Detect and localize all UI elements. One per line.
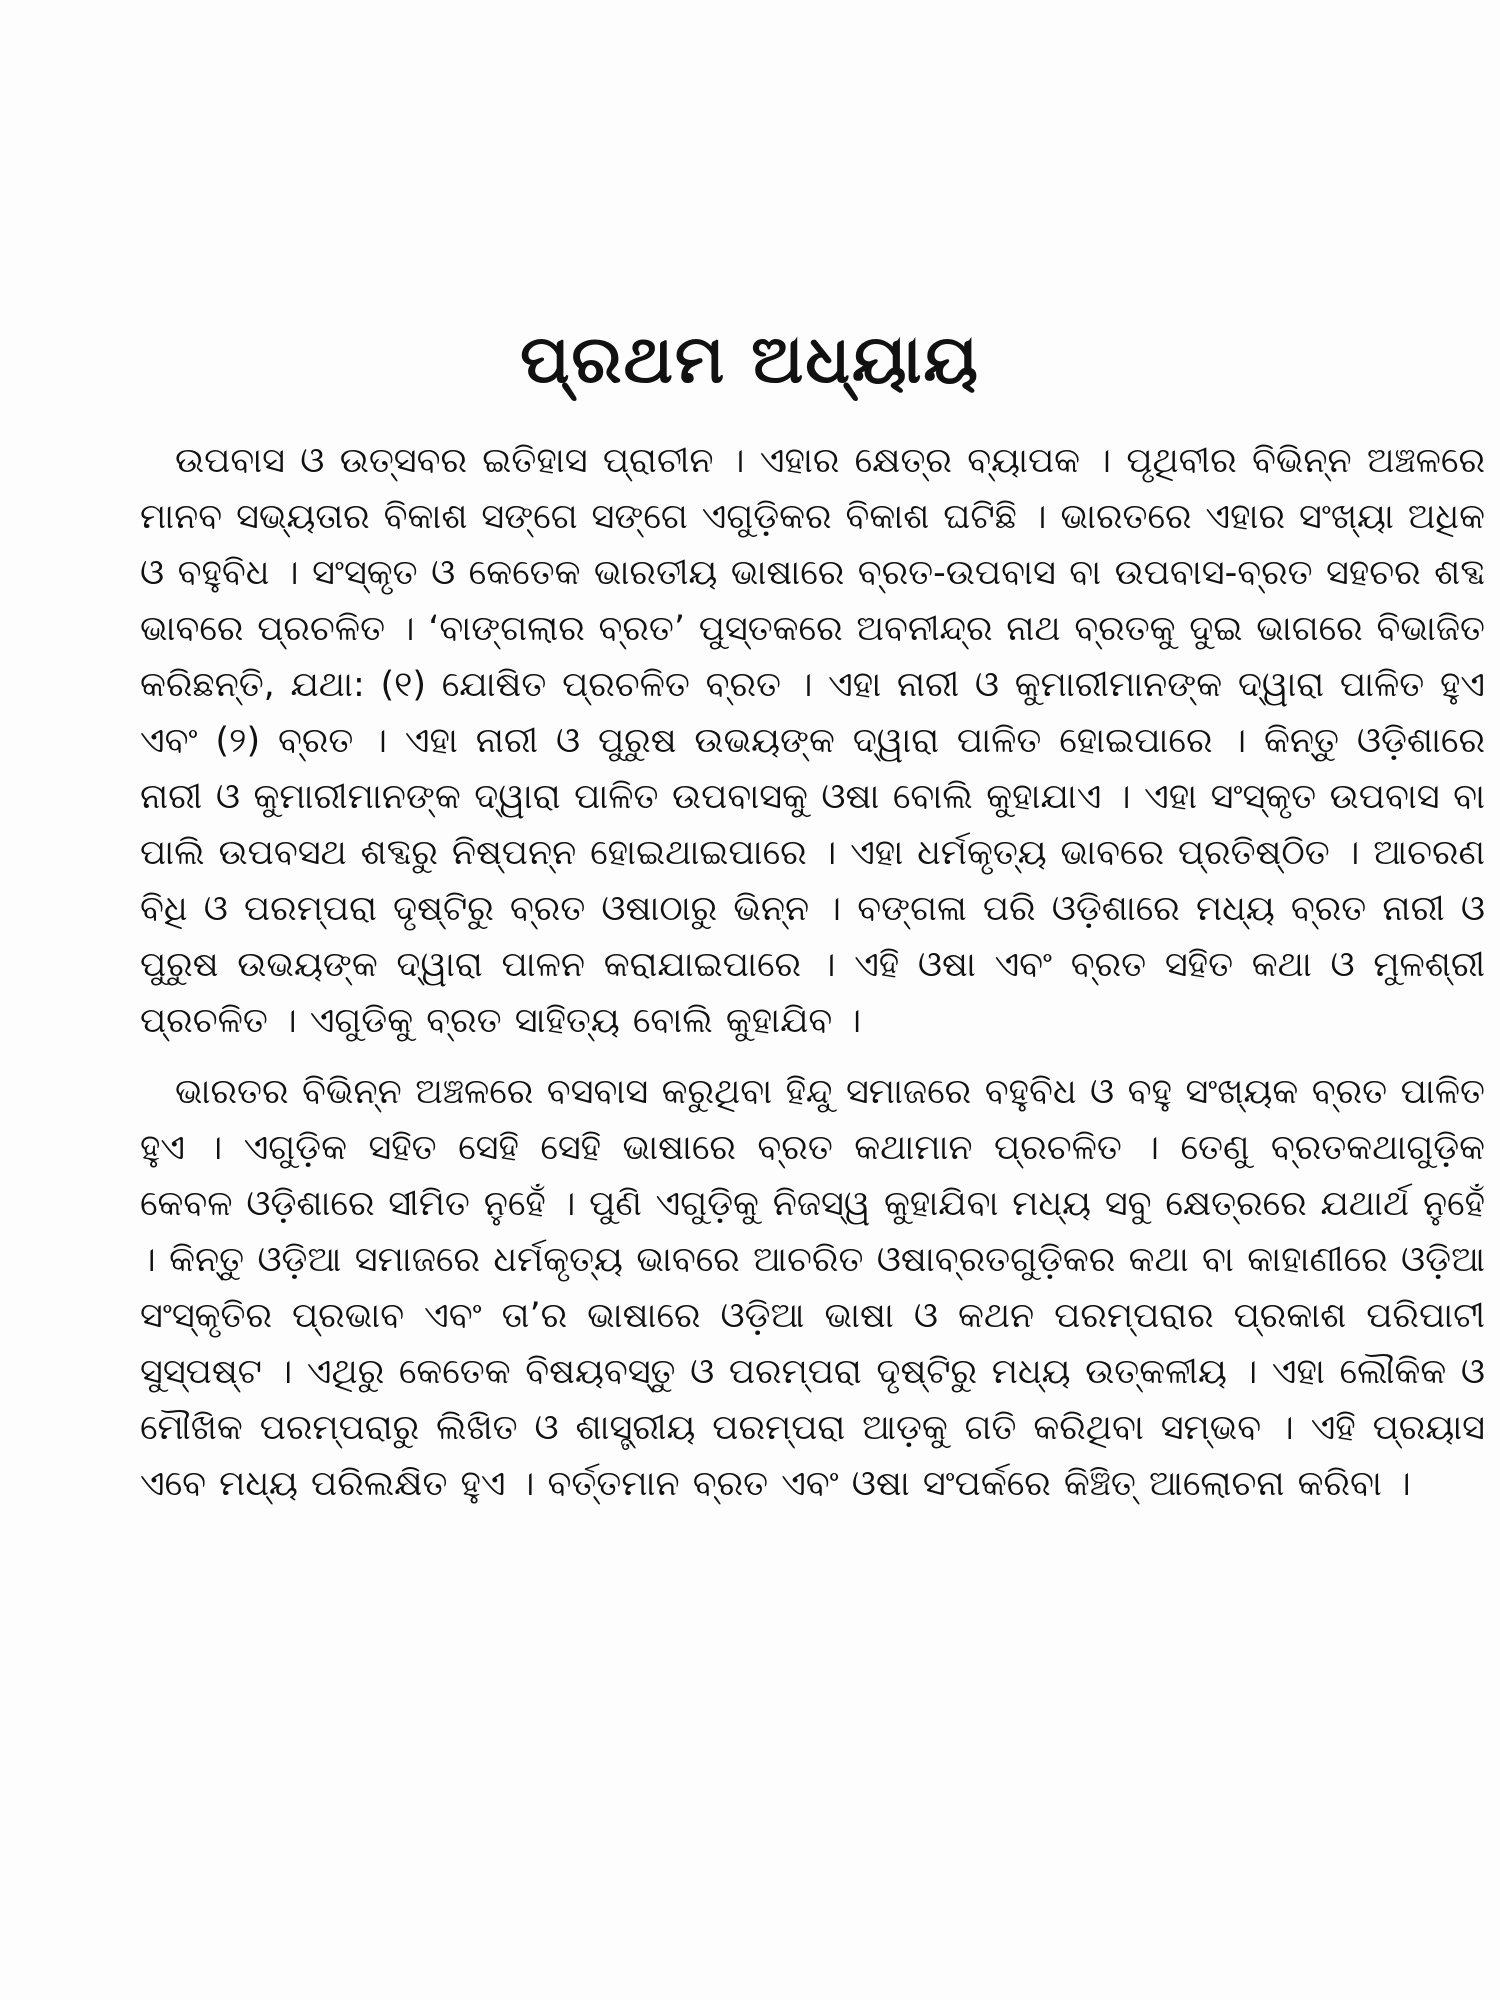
body-text: [140, 433, 1485, 1512]
paragraph-2: ଭାରତର ବିଭିନ୍ନ ଅଞ୍ଚଳରେ ବସବାସ କରୁଥିବା ହିନ୍ଦୁ ସମାଜରେ ବହୁବିଧ ଓ ବହୁ ସଂଖ୍ୟକ ବ୍ରତ ପାଳିତ ହୁଏ । ଏଗୁଡ଼ିକ ସହିତ ସେହି ସେହି ଭାଷାରେ ବ୍ରତ କଥାମାନ ପ୍ରଚଳିତ । ତେଣୁ ବ୍ରତକଥାଗୁଡ଼ିକ କେବଳ ଓଡ଼ିଶାରେ ସୀମିତ ନୁହେଁ । ପୁଣି ଏଗୁଡ଼ିକୁ ନିଜସ୍ୱ କୁହାଯିବା ମଧ୍ୟ ସବୁ କ୍ଷେତ୍ରରେ ଯଥାର୍ଥ ନୁହେଁ । କିନ୍ତୁ ଓଡ଼ିଆ ସମାଜରେ ଧର୍ମକୃତ୍ୟ ଭାବରେ ଆଚରିତ ଓଷାବ୍ରତଗୁଡ଼ିକର କଥା ବା କାହାଣୀରେ ଓଡ଼ିଆ ସଂସ୍କୃତିର ପ୍ରଭାବ ଏବଂ ତା’ର ଭାଷାରେ ଓଡ଼ିଆ ଭାଷା ଓ କଥନ ପରମ୍ପରାର ପ୍ରକାଶ ପରିପାଟୀ ସୁସ୍ପଷ୍ଟ । ଏଥିରୁ କେତେକ ବିଷୟବସ୍ତୁ ଓ ପରମ୍ପରା ଦୃଷ୍ଟିରୁ ମଧ୍ୟ ଉତ୍କଳୀୟ । ଏହା ଲୌକିକ ଓ ମୌଖିକ ପରମ୍ପରାରୁ ଲିଖିତ ଓ ଶାସ୍ତ୍ରୀୟ ପରମ୍ପରା ଆଡ଼କୁ ଗତି କରିଥିବା ସମ୍ଭବ । ଏହି ପ୍ରୟାସ ଏବେ ମଧ୍ୟ ପରିଲକ୍ଷିତ ହୁଏ । ବର୍ତ୍ତମାନ ବ୍ରତ ଏବଂ ଓଷା ସଂପର୍କରେ କିଞ୍ଚିତ୍ ଆଲୋଚନା କରିବା ।: [140, 1072, 1485, 1504]
chapter-title: ପ୍ରଥମ ଅଧ୍ୟାୟ: [520, 321, 980, 398]
paragraph-1: ଉପବାସ ଓ ଉତ୍ସବର ଇତିହାସ ପ୍ରାଚୀନ । ଏହାର କ୍ଷେତ୍ର ବ୍ୟାପକ । ପୃଥିବୀର ବିଭିନ୍ନ ଅଞ୍ଚଳରେ ମାନବ ସଭ୍ୟତାର ବିକାଶ ସଙ୍ଗେ ସଙ୍ଗେ ଏଗୁଡ଼ିକର ବିକାଶ ଘଟିଛି । ଭାରତରେ ଏହାର ସଂଖ୍ୟା ଅଧିକ ଓ ବହୁବିଧ । ସଂସ୍କୃତ ଓ କେତେକ ଭାରତୀୟ ଭାଷାରେ ବ୍ରତ-ଉପବାସ ବା ଉପବାସ-ବ୍ରତ ସହଚର ଶବ୍ଦ ଭାବରେ ପ୍ରଚଳିତ । ‘ବାଙ୍ଗଲାର ବ୍ରତ’ ପୁସ୍ତକରେ ଅବନୀନ୍ଦ୍ର ନାଥ ବ୍ରତକୁ ଦୁଇ ଭାଗରେ ବିଭାଜିତ କରିଛନ୍ତି, ଯଥା: (୧) ଯୋଷିତ ପ୍ରଚଳିତ ବ୍ରତ । ଏହା ନାରୀ ଓ କୁମାରୀମାନଙ୍କ ଦ୍ୱାରା ପାଳିତ ହୁଏ ଏବଂ (୨) ବ୍ରତ । ଏହା ନାରୀ ଓ ପୁରୁଷ ଉଭୟଙ୍କ ଦ୍ୱାରା ପାଳିତ ହୋଇପାରେ । କିନ୍ତୁ ଓଡ଼ିଶାରେ ନାରୀ ଓ କୁମାରୀମାନଙ୍କ ଦ୍ୱାରା ପାଳିତ ଉପବାସକୁ ଓଷା ବୋଲି କୁହାଯାଏ । ଏହା ସଂସ୍କୃତ ଉପବାସ ବା ପାଲି ଉପବସଥ ଶବ୍ଦରୁ ନିଷ୍ପନ୍ନ ହୋଇଥାଇପାରେ । ଏହା ଧର୍ମକୃତ୍ୟ ଭାବରେ ପ୍ରତିଷ୍ଠିତ । ଆଚରଣ ବିଧି ଓ ପରମ୍ପରା ଦୃଷ୍ଟିରୁ ବ୍ରତ ଓଷାଠାରୁ ଭିନ୍ନ । ବଙ୍ଗଳା ପରି ଓଡ଼ିଶାରେ ମଧ୍ୟ ବ୍ରତ ନାରୀ ଓ ପୁରୁଷ ଉଭୟଙ୍କ ଦ୍ୱାରା ପାଳନ କରାଯାଇପାରେ । ଏହି ଓଷା ଏବଂ ବ୍ରତ ସହିତ କଥା ଓ ମୁଳଶ୍ରୀ ପ୍ରଚଳିତ । ଏଗୁଡିକୁ ବ୍ରତ ସାହିତ୍ୟ ବୋଲି କୁହାଯିବ ।: [140, 441, 1485, 1041]
